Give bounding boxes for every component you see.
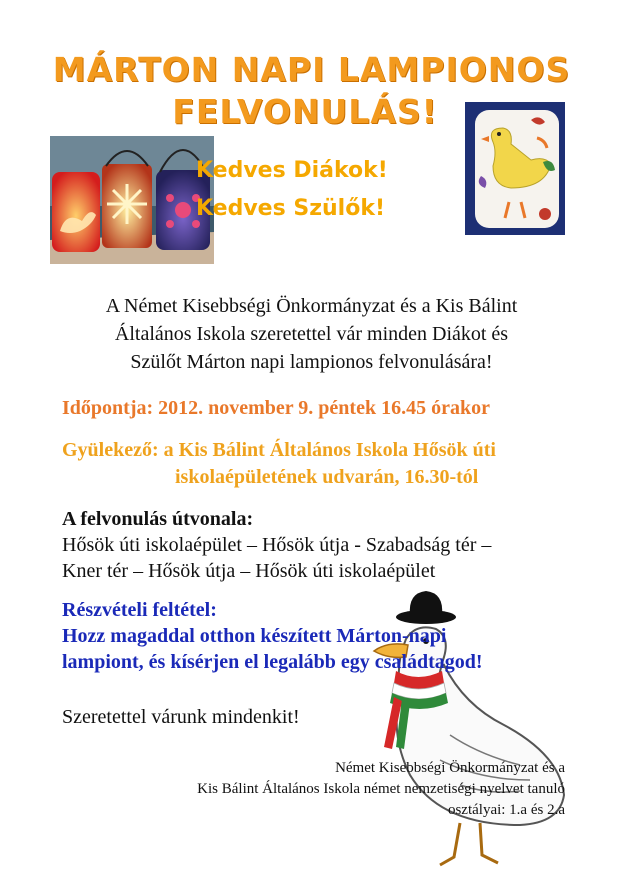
intro-line: Szülőt Márton napi lampionos felvonulására! [130, 351, 493, 373]
route-heading: A felvonulás útvonala: [62, 508, 254, 530]
poster-title-line2: FELVONULÁS! [172, 92, 438, 131]
route-line1: Hősök úti iskolaépület – Hősök útja - Szabadság tér – [62, 534, 492, 556]
participation-condition [62, 597, 483, 675]
signature-line: Kis Bálint Általános Iskola német nemzetiségi nyelvet tanuló [197, 781, 565, 797]
condition-line2: lampiont, és kísérjen el legalább egy családtagod! [62, 651, 483, 673]
lanterns-photo [50, 136, 214, 264]
signature-line: Német Kisebbségi Önkormányzat és a [335, 760, 565, 776]
gathering-line1: Gyülekező: a Kis Bálint Általános Iskola Hősök úti [62, 439, 496, 461]
greeting-students: Kedves Diákok! [196, 158, 388, 183]
route-line2: Kner tér – Hősök útja – Hősök úti iskolaépület [62, 560, 436, 582]
intro-line: Általános Iskola szeretettel vár minden Diákot és [114, 323, 509, 345]
intro-paragraph [40, 292, 583, 376]
gathering-place [62, 437, 496, 491]
poster-title-line1: MÁRTON NAPI LAMPIONOS [52, 50, 571, 89]
signature-block [197, 758, 565, 821]
route-section [62, 506, 491, 584]
signature-line: osztályai: 1.a és 2.a [447, 802, 565, 818]
intro-line: A Német Kisebbségi Önkormányzat és a Kis Bálint [105, 295, 518, 317]
gathering-line2: iskolaépületének udvarán, 16.30-tól [175, 466, 479, 488]
event-time: Időpontja: 2012. november 9. péntek 16.45 órakor [62, 397, 490, 419]
welcome-text: Szeretettel várunk mindenkit! [62, 706, 300, 728]
condition-heading: Részvételi feltétel: [62, 599, 217, 621]
goose-lantern-photo [465, 102, 565, 235]
condition-line1: Hozz magaddal otthon készített Márton-napi [62, 625, 447, 647]
greeting-parents: Kedves Szülők! [196, 196, 385, 221]
